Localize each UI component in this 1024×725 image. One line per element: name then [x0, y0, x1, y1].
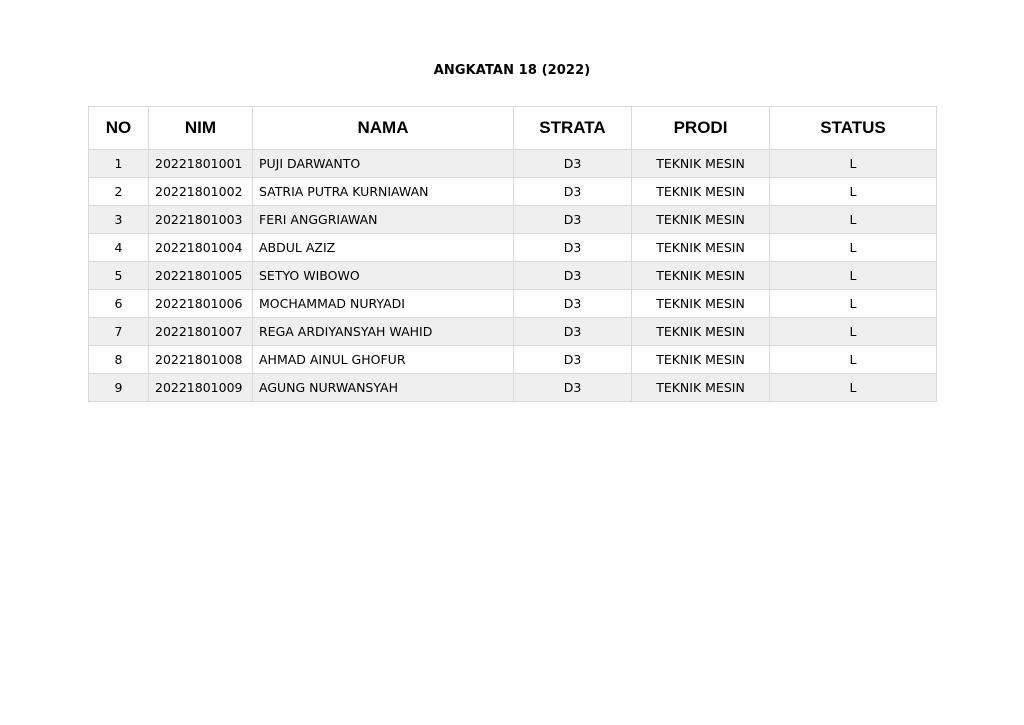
cell-status: L	[770, 290, 937, 318]
table-row	[89, 150, 937, 178]
cell-nim: 20221801005	[149, 262, 253, 290]
cell-no: 8	[89, 346, 149, 374]
table-row	[89, 318, 937, 346]
cell-prodi: TEKNIK MESIN	[632, 234, 770, 262]
page-title: ANGKATAN 18 (2022)	[433, 63, 591, 78]
table-row	[89, 290, 937, 318]
cell-nama: AGUNG NURWANSYAH	[253, 374, 514, 402]
cell-strata: D3	[514, 290, 632, 318]
cell-no: 2	[89, 178, 149, 206]
cell-nama: SETYO WIBOWO	[253, 262, 514, 290]
cell-prodi: TEKNIK MESIN	[632, 318, 770, 346]
cell-prodi: TEKNIK MESIN	[632, 150, 770, 178]
cell-strata: D3	[514, 150, 632, 178]
cell-prodi: TEKNIK MESIN	[632, 262, 770, 290]
cell-no: 6	[89, 290, 149, 318]
cell-status: L	[770, 346, 937, 374]
table-row	[89, 374, 937, 402]
cell-no: 7	[89, 318, 149, 346]
cell-nim: 20221801008	[149, 346, 253, 374]
cell-nama: AHMAD AINUL GHOFUR	[253, 346, 514, 374]
cell-prodi: TEKNIK MESIN	[632, 206, 770, 234]
header-prodi: PRODI	[632, 107, 770, 150]
cell-status: L	[770, 234, 937, 262]
cell-nim: 20221801006	[149, 290, 253, 318]
table-row	[89, 346, 937, 374]
cell-status: L	[770, 374, 937, 402]
cell-strata: D3	[514, 206, 632, 234]
cell-prodi: TEKNIK MESIN	[632, 178, 770, 206]
cell-prodi: TEKNIK MESIN	[632, 290, 770, 318]
cell-strata: D3	[514, 234, 632, 262]
cell-status: L	[770, 318, 937, 346]
cell-nim: 20221801003	[149, 206, 253, 234]
header-strata: STRATA	[514, 107, 632, 150]
cell-nama: MOCHAMMAD NURYADI	[253, 290, 514, 318]
cell-status: L	[770, 178, 937, 206]
cell-nim: 20221801009	[149, 374, 253, 402]
table-row	[89, 178, 937, 206]
cell-nama: SATRIA PUTRA KURNIAWAN	[253, 178, 514, 206]
cell-prodi: TEKNIK MESIN	[632, 346, 770, 374]
cell-nim: 20221801001	[149, 150, 253, 178]
cell-no: 3	[89, 206, 149, 234]
table-row	[89, 206, 937, 234]
cell-strata: D3	[514, 346, 632, 374]
header-status: STATUS	[770, 107, 937, 150]
cell-nim: 20221801002	[149, 178, 253, 206]
table-header	[89, 107, 937, 150]
cell-strata: D3	[514, 262, 632, 290]
cell-status: L	[770, 206, 937, 234]
table-row	[89, 234, 937, 262]
cell-no: 1	[89, 150, 149, 178]
cell-no: 5	[89, 262, 149, 290]
cell-status: L	[770, 262, 937, 290]
table-body	[89, 150, 937, 402]
cell-prodi: TEKNIK MESIN	[632, 374, 770, 402]
cell-nama: REGA ARDIYANSYAH WAHID	[253, 318, 514, 346]
student-table	[88, 106, 937, 402]
cell-status: L	[770, 150, 937, 178]
cell-nama: PUJI DARWANTO	[253, 150, 514, 178]
cell-nama: ABDUL AZIZ	[253, 234, 514, 262]
cell-strata: D3	[514, 178, 632, 206]
header-no: NO	[89, 107, 149, 150]
cell-no: 9	[89, 374, 149, 402]
cell-no: 4	[89, 234, 149, 262]
header-row	[89, 107, 937, 150]
cell-nama: FERI ANGGRIAWAN	[253, 206, 514, 234]
cell-strata: D3	[514, 318, 632, 346]
cell-nim: 20221801007	[149, 318, 253, 346]
cell-nim: 20221801004	[149, 234, 253, 262]
header-nama: NAMA	[253, 107, 514, 150]
header-nim: NIM	[149, 107, 253, 150]
cell-strata: D3	[514, 374, 632, 402]
table-row	[89, 262, 937, 290]
